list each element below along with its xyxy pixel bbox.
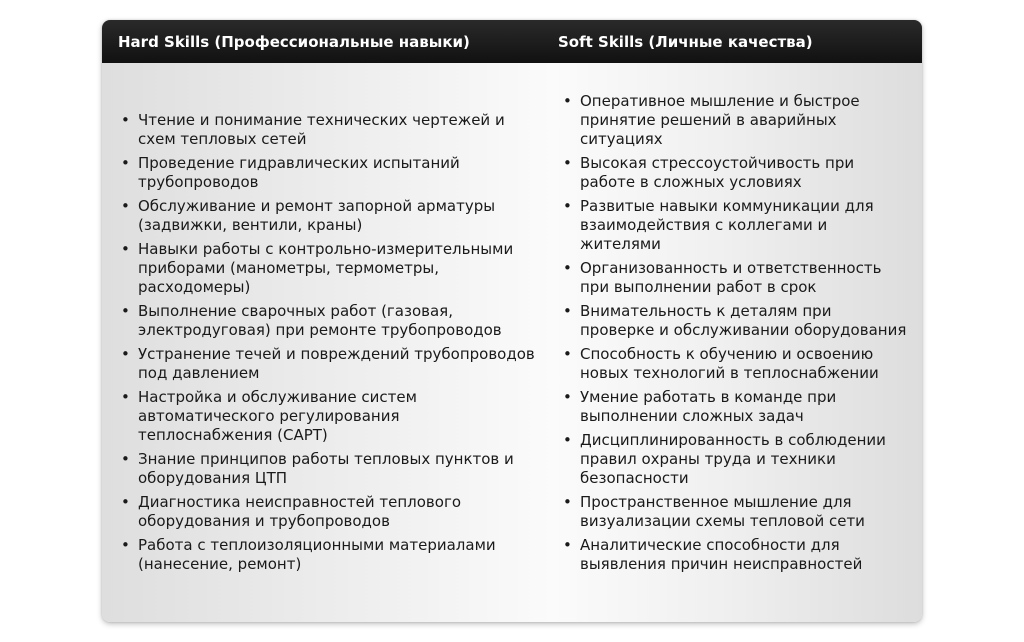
- list-item-text: Дисциплинированность в соблюдении правил охраны труда и техники безопасности: [580, 431, 886, 487]
- hard-skills-header: Hard Skills (Профессиональные навыки): [118, 33, 470, 51]
- bullet: •: [121, 345, 130, 363]
- list-item: [116, 345, 536, 383]
- bullet: •: [121, 302, 130, 320]
- list-item-text: Устранение течей и повреждений трубопроводов под давлением: [138, 345, 535, 382]
- bullet: •: [563, 302, 572, 320]
- bullet: •: [121, 493, 130, 511]
- list-item: [558, 493, 908, 531]
- bullet: •: [563, 92, 572, 110]
- list-item-text: Настройка и обслуживание систем автоматического регулирования теплоснабжения (САРТ): [138, 388, 417, 444]
- list-item: [116, 493, 536, 531]
- list-item-text: Обслуживание и ремонт запорной арматуры (задвижки, вентили, краны): [138, 197, 496, 234]
- bullet: •: [121, 536, 130, 554]
- list-item-text: Способность к обучению и освоению новых технологий в теплоснабжении: [580, 345, 879, 382]
- list-item: [558, 154, 908, 192]
- list-item: [558, 92, 908, 149]
- soft-skills-list: [558, 92, 908, 579]
- list-item: [558, 302, 908, 340]
- bullet: •: [121, 111, 130, 129]
- list-item: [116, 450, 536, 488]
- list-item: [558, 536, 908, 574]
- list-item-text: Выполнение сварочных работ (газовая, электродуговая) при ремонте трубопроводов: [138, 302, 502, 339]
- bullet: •: [121, 450, 130, 468]
- list-item-text: Диагностика неисправностей теплового оборудования и трубопроводов: [138, 493, 461, 530]
- list-item: [558, 259, 908, 297]
- bullet: •: [121, 197, 130, 215]
- list-item: [116, 240, 536, 297]
- list-item: [116, 388, 536, 445]
- list-item-text: Организованность и ответственность при выполнении работ в срок: [580, 259, 882, 296]
- bullet: •: [563, 493, 572, 511]
- bullet: •: [563, 197, 572, 215]
- bullet: •: [121, 388, 130, 406]
- list-item-text: Пространственное мышление для визуализации схемы тепловой сети: [580, 493, 865, 530]
- hard-skills-list: [116, 111, 536, 579]
- list-item-text: Внимательность к деталям при проверке и обслуживании оборудования: [580, 302, 907, 339]
- list-item-text: Знание принципов работы тепловых пунктов и оборудования ЦТП: [138, 450, 514, 487]
- list-item: [116, 154, 536, 192]
- list-item-text: Навыки работы с контрольно-измерительными приборами (манометры, термометры, расходомеры): [138, 240, 514, 296]
- list-item-text: Развитые навыки коммуникации для взаимодействия с коллегами и жителями: [580, 197, 874, 253]
- list-item: [116, 302, 536, 340]
- bullet: •: [563, 431, 572, 449]
- table-header: [102, 20, 922, 63]
- list-item-text: Чтение и понимание технических чертежей и схем тепловых сетей: [138, 111, 505, 148]
- bullet: •: [563, 388, 572, 406]
- list-item-text: Умение работать в команде при выполнении сложных задач: [580, 388, 837, 425]
- list-item-text: Работа с теплоизоляционными материалами (нанесение, ремонт): [138, 536, 496, 573]
- list-item-text: Аналитические способности для выявления причин неисправностей: [580, 536, 863, 573]
- list-item: [558, 431, 908, 488]
- bullet: •: [563, 345, 572, 363]
- bullet: •: [563, 259, 572, 277]
- list-item: [558, 388, 908, 426]
- list-item-text: Высокая стрессоустойчивость при работе в сложных условиях: [580, 154, 855, 191]
- list-item-text: Проведение гидравлических испытаний трубопроводов: [138, 154, 460, 191]
- list-item: [116, 197, 536, 235]
- skills-table: [102, 20, 922, 622]
- list-item: [558, 197, 908, 254]
- bullet: •: [563, 536, 572, 554]
- bullet: •: [121, 154, 130, 172]
- list-item: [116, 111, 536, 149]
- bullet: •: [121, 240, 130, 258]
- soft-skills-header: Soft Skills (Личные качества): [558, 33, 813, 51]
- list-item-text: Оперативное мышление и быстрое принятие решений в аварийных ситуациях: [580, 92, 860, 148]
- list-item: [116, 536, 536, 574]
- bullet: •: [563, 154, 572, 172]
- list-item: [558, 345, 908, 383]
